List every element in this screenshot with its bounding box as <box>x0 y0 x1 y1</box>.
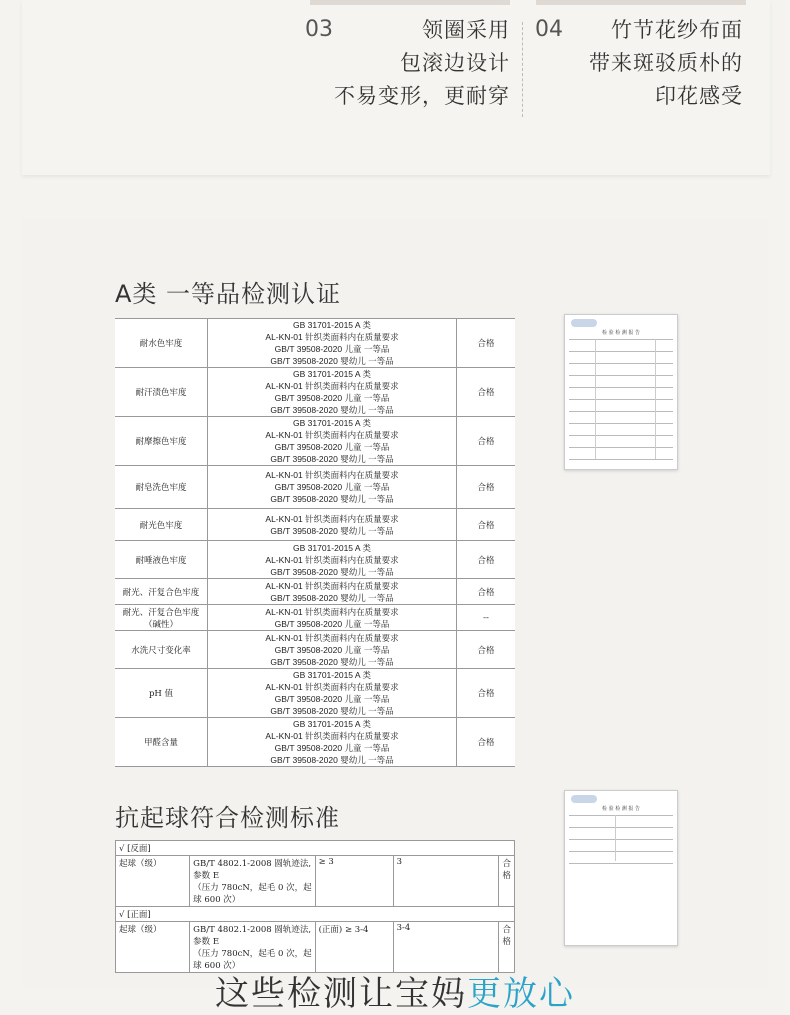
test-result: 合格 <box>499 922 515 973</box>
test-item: 耐唾液色牢度 <box>115 541 208 579</box>
section-title-a: A类 一等品检测认证 <box>115 280 342 308</box>
feature-number: 04 <box>535 17 563 42</box>
test-result: 合格 <box>457 631 516 669</box>
test-result: 合格 <box>499 856 515 907</box>
test-report-thumbnail[interactable] <box>564 790 678 946</box>
test-result: 合格 <box>457 509 516 541</box>
test-item: 耐摩擦色牢度 <box>115 417 208 466</box>
test-standard: GB 31701-2015 A 类 AL-KN-01 针织类面料内在质量要求 GB/T 39508-2020 儿童 一等品 GB/T 39508-2020 婴幼儿 一等品 <box>208 417 457 466</box>
test-item: 水洗尺寸变化率 <box>115 631 208 669</box>
table-row <box>115 718 515 767</box>
test-item: 起球（级） <box>116 922 190 973</box>
test-item: 甲醛含量 <box>115 718 208 767</box>
agency-logo <box>571 795 597 803</box>
table-row <box>115 605 515 631</box>
table-row <box>115 417 515 466</box>
test-standard: GB 31701-2015 A 类 AL-KN-01 针织类面料内在质量要求 GB/T 39508-2020 儿童 一等品 GB/T 39508-2020 婴幼儿 一等品 <box>208 319 457 368</box>
table-row <box>115 509 515 541</box>
feature-description: 竹节花纱布面 带来斑驳质朴的 印花感受 <box>589 18 743 108</box>
feature-description: 领圈采用 包滚边设计 不易变形，更耐穿 <box>334 18 510 108</box>
test-standard: AL-KN-01 针织类面料内在质量要求 GB/T 39508-2020 儿童 一等品 <box>208 605 457 631</box>
test-standard: AL-KN-01 针织类面料内在质量要求 GB/T 39508-2020 儿童 一等品 GB/T 39508-2020 婴幼儿 一等品 <box>208 631 457 669</box>
test-standard: AL-KN-01 针织类面料内在质量要求 GB/T 39508-2020 儿童 一等品 GB/T 39508-2020 婴幼儿 一等品 <box>208 466 457 509</box>
bottom-slogan: 这些检测让宝妈更放心 <box>215 974 575 1014</box>
feature-number: 03 <box>305 17 333 42</box>
table-row <box>115 368 515 417</box>
measured-value: 3-4 <box>393 922 499 973</box>
table-row <box>115 541 515 579</box>
product-photo-edge <box>310 0 510 5</box>
test-result: 合格 <box>457 466 516 509</box>
test-item: pH 值 <box>115 669 208 718</box>
test-report-thumbnail[interactable] <box>564 314 678 470</box>
test-item: 耐光、汗复合色牢度 <box>115 579 208 605</box>
report-title: 检 验 检 测 报 告 <box>602 330 640 336</box>
table-group-header: √ [反面] <box>116 841 515 856</box>
pilling-test-table <box>115 840 515 973</box>
requirement: (正面) ≥ 3-4 <box>315 922 393 973</box>
test-item: 耐光色牢度 <box>115 509 208 541</box>
test-item: 耐汗渍色牢度 <box>115 368 208 417</box>
test-standard: GB 31701-2015 A 类 AL-KN-01 针织类面料内在质量要求 GB/T 39508-2020 婴幼儿 一等品 <box>208 541 457 579</box>
measured-value: 3 <box>393 856 499 907</box>
table-row <box>115 466 515 509</box>
test-item: 起球（级） <box>116 856 190 907</box>
section-title-b: 抗起球符合检测标准 <box>115 804 340 832</box>
table-row <box>115 319 515 368</box>
table-row <box>115 631 515 669</box>
test-standard: GB 31701-2015 A 类 AL-KN-01 针织类面料内在质量要求 GB/T 39508-2020 儿童 一等品 GB/T 39508-2020 婴幼儿 一等品 <box>208 368 457 417</box>
test-standard: AL-KN-01 针织类面料内在质量要求 GB/T 39508-2020 婴幼儿 一等品 <box>208 579 457 605</box>
requirement: ≥ 3 <box>315 856 393 907</box>
table-group-header: √ [正面] <box>116 907 515 922</box>
test-standard: GB 31701-2015 A 类 AL-KN-01 针织类面料内在质量要求 GB/T 39508-2020 儿童 一等品 GB/T 39508-2020 婴幼儿 一等品 <box>208 718 457 767</box>
agency-logo <box>571 319 597 327</box>
test-standard: AL-KN-01 针织类面料内在质量要求 GB/T 39508-2020 婴幼儿 一等品 <box>208 509 457 541</box>
test-item: 耐水色牢度 <box>115 319 208 368</box>
table-row <box>115 669 515 718</box>
table-row <box>116 922 515 973</box>
test-result: 合格 <box>457 579 516 605</box>
test-item: 耐光、汗复合色牢度（碱性） <box>115 605 208 631</box>
table-row <box>115 579 515 605</box>
table-row <box>116 856 515 907</box>
report-title: 检 验 检 测 报 告 <box>602 806 640 812</box>
product-photo-edge <box>536 0 746 5</box>
test-result: -- <box>457 605 516 631</box>
test-result: 合格 <box>457 669 516 718</box>
test-result: 合格 <box>457 368 516 417</box>
test-method: GB/T 4802.1-2008 圆轨迹法, 参数 E （压力 780cN，起毛 0 次，起 球 600 次） <box>190 922 315 973</box>
test-item: 耐皂洗色牢度 <box>115 466 208 509</box>
test-result: 合格 <box>457 718 516 767</box>
test-result: 合格 <box>457 319 516 368</box>
feature-divider <box>522 22 523 117</box>
test-result: 合格 <box>457 541 516 579</box>
test-method: GB/T 4802.1-2008 圆轨迹法, 参数 E （压力 780cN，起毛 0 次，起 球 600 次） <box>190 856 315 907</box>
a-class-test-table <box>115 318 515 767</box>
test-result: 合格 <box>457 417 516 466</box>
slogan-highlight: 更放心 <box>467 974 575 1014</box>
test-standard: GB 31701-2015 A 类 AL-KN-01 针织类面料内在质量要求 GB/T 39508-2020 儿童 一等品 GB/T 39508-2020 婴幼儿 一等品 <box>208 669 457 718</box>
